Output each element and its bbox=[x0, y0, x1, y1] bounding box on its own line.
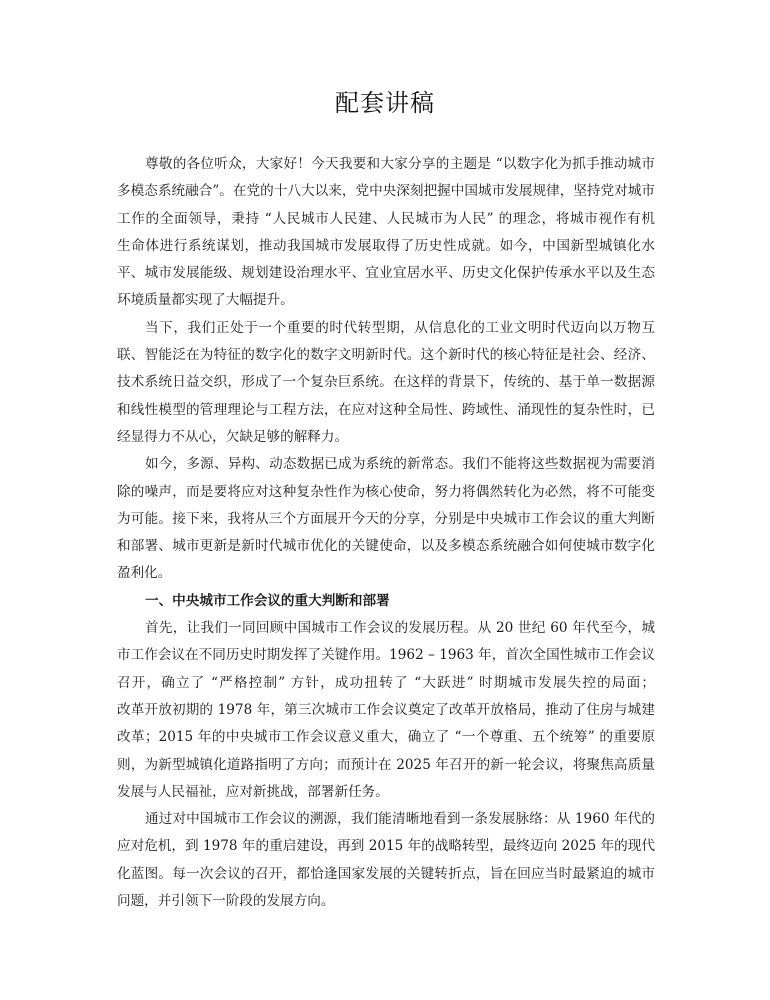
text-line: 市工作会议在不同历史时期发挥了关键作用。1962 – 1963 年，首次全国性城市工作会议 bbox=[117, 647, 655, 664]
paragraph-summary bbox=[117, 806, 655, 915]
document-body bbox=[117, 151, 655, 915]
text-line: 当下，我们正处于一个重要的时代转型期，从信息化的工业文明时代迈向以万物互 bbox=[145, 319, 655, 336]
text-line: 改革；2015 年的中央城市工作会议意义重大，确立了 “一个尊重、五个统筹” 的重要原 bbox=[117, 729, 655, 746]
text-line: 化蓝图。每一次会议的召开，都恰逢国家发展的关键转折点，旨在回应当时最紧迫的城市 bbox=[117, 865, 655, 882]
text-line: 环境质量都实现了大幅提升。 bbox=[117, 292, 294, 309]
text-line: 和部署、城市更新是新时代城市优化的关键使命，以及多模态系统融合如何使城市数字化 bbox=[117, 538, 655, 555]
text-line: 平、城市发展能级、规划建设治理水平、宜业宜居水平、历史文化保护传承水平以及生态 bbox=[117, 265, 655, 282]
text-line: 多模态系统融合”。在党的十八大以来，党中央深刻把握中国城市发展规律，坚持党对城市 bbox=[117, 183, 655, 200]
text-line: 通过对中国城市工作会议的溯源，我们能清晰地看到一条发展脉络：从 1960 年代的 bbox=[145, 811, 655, 828]
text-line: 发展与人民福祉，应对新挑战，部署新任务。 bbox=[117, 783, 389, 800]
text-line: 首先，让我们一同回顾中国城市工作会议的发展历程。从 20 世纪 60 年代至今，城 bbox=[145, 620, 655, 637]
text-line: 盈利化。 bbox=[117, 565, 172, 582]
paragraph-transition bbox=[117, 315, 655, 451]
text-line: 如今，多源、异构、动态数据已成为系统的新常态。我们不能将这些数据视为需要消 bbox=[145, 456, 655, 473]
section-heading: 一、中央城市工作会议的重大判断和部署 bbox=[145, 592, 390, 609]
text-line: 召开，确立了 “严格控制” 方针，成功扭转了 “大跃进” 时期城市发展失控的局面； bbox=[117, 674, 655, 691]
text-line: 尊敬的各位听众，大家好！今天我要和大家分享的主题是 “以数字化为抓手推动城市 bbox=[145, 156, 655, 172]
text-line: 改革开放初期的 1978 年，第三次城市工作会议奠定了改革开放格局，推动了住房与城建 bbox=[117, 701, 655, 718]
text-line: 问题，并引领下一阶段的发展方向。 bbox=[117, 893, 335, 910]
paragraph-history bbox=[117, 615, 655, 806]
document-title: 配套讲稿 bbox=[335, 89, 435, 117]
text-line: 工作的全面领导，秉持 “人民城市人民建、人民城市为人民” 的理念，将城市视作有机 bbox=[117, 210, 655, 227]
text-line: 经显得力不从心，欠缺足够的解释力。 bbox=[117, 428, 349, 445]
text-line: 联、智能泛在为特征的数字化的数字文明新时代。这个新时代的核心特征是社会、经济、 bbox=[117, 347, 655, 364]
text-line: 为可能。接下来，我将从三个方面展开今天的分享，分别是中央城市工作会议的重大判断 bbox=[117, 510, 655, 527]
text-line: 则，为新型城镇化道路指明了方向；而预计在 2025 年召开的新一轮会议，将聚焦高质量 bbox=[117, 756, 655, 773]
paragraph-intro bbox=[117, 151, 655, 315]
text-line: 技术系统日益交织，形成了一个复杂巨系统。在这样的背景下，传统的、基于单一数据源 bbox=[117, 374, 655, 391]
text-line: 除的噪声，而是要将应对这种复杂性作为核心使命，努力将偶然转化为必然，将不可能变 bbox=[117, 483, 655, 500]
text-line: 应对危机，到 1978 年的重启建设，再到 2015 年的战略转型，最终迈向 2025 年的现代 bbox=[117, 838, 655, 855]
paragraph-outline bbox=[117, 451, 655, 587]
text-line: 和线性模型的管理理论与工程方法，在应对这种全局性、跨域性、涌现性的复杂性时，已 bbox=[117, 401, 655, 418]
text-line: 生命体进行系统谋划，推动我国城市发展取得了历史性成就。如今，中国新型城镇化水 bbox=[117, 237, 655, 254]
